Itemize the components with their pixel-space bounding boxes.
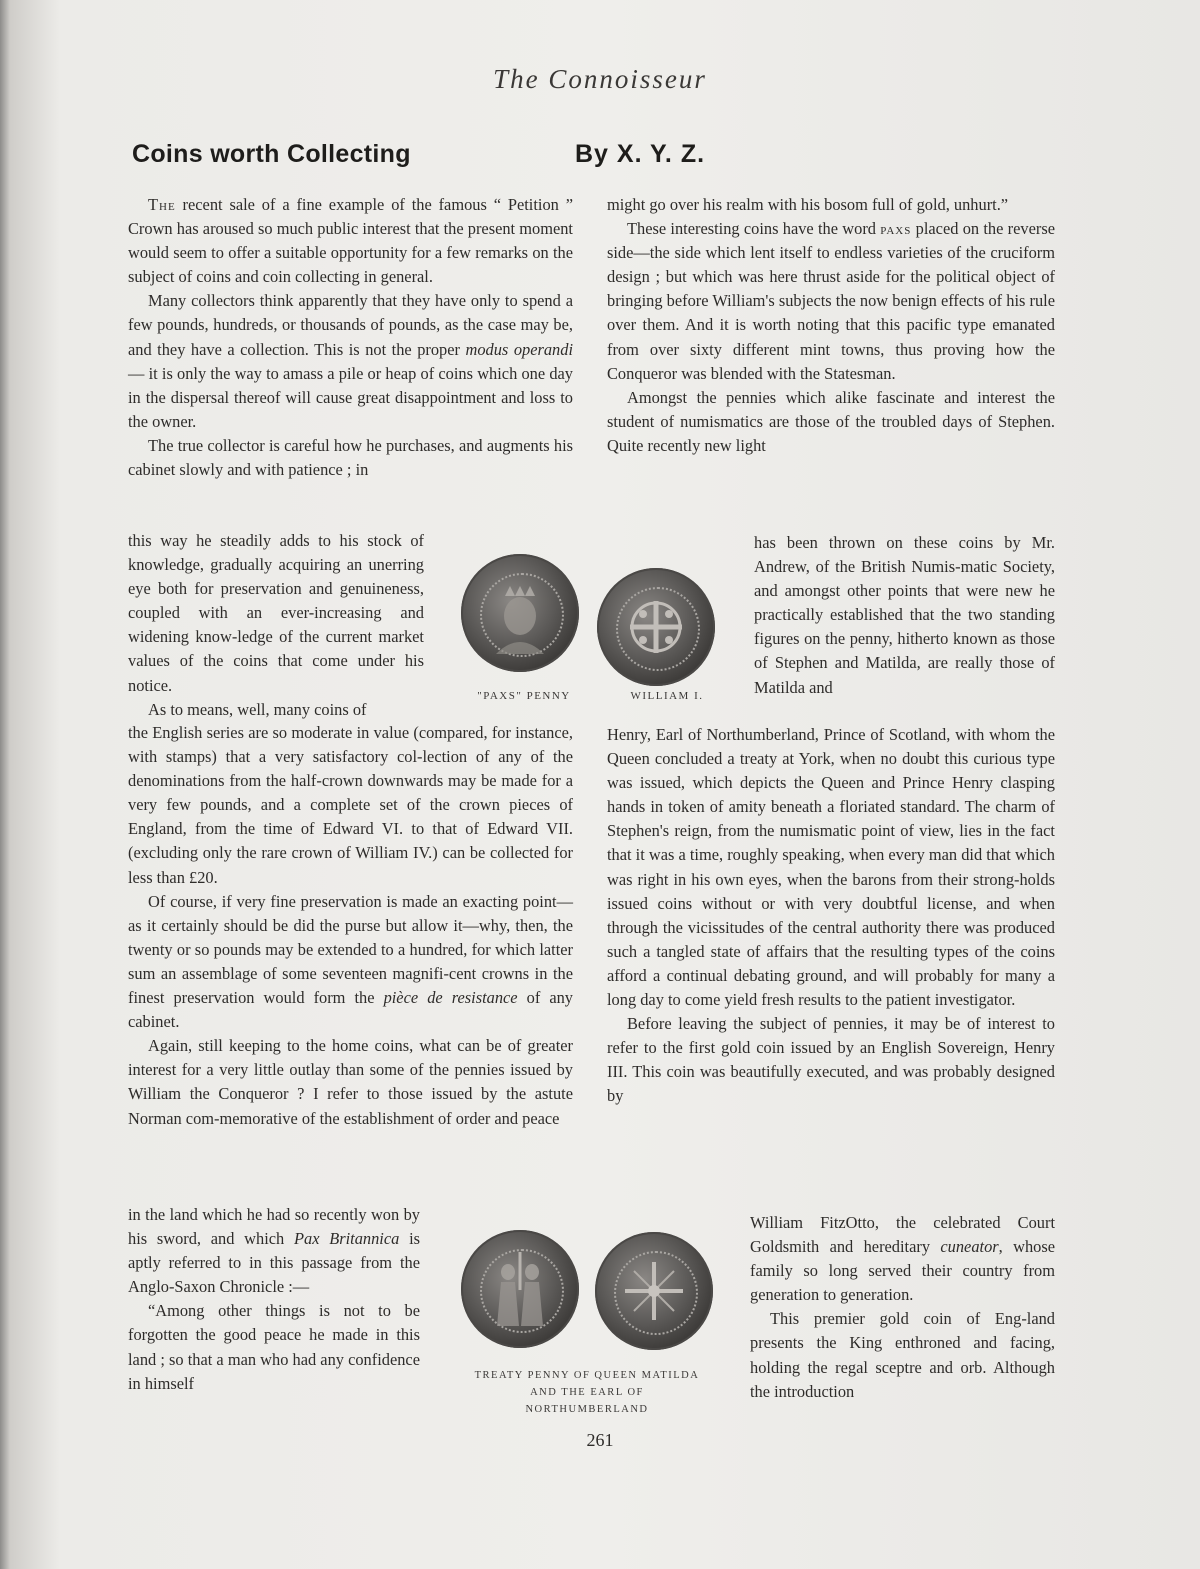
paragraph-text: — it is only the way to amass a pile or heap of coins which one day in the dispersal thereof will cause great disappointment and loss to the owner. [128,363,573,431]
paragraph-text: William FitzOtto, the celebrated Court Goldsmith and hereditary [750,1213,1055,1257]
paxs-penny-caption: "PAXS" PENNY [477,690,571,702]
paragraph-text: recent sale of a fine example of the famous “ Petition ” Crown has aroused so much public interest that the present moment would seem to offer a suitable opportunity for a few remarks on the subject of coins and coin collecting in general. [128,195,573,287]
paragraph [128,289,573,434]
italic-phrase: cuneator [940,1237,999,1257]
left-column-middle [128,721,573,1131]
crowned-bust-icon [461,554,579,672]
small-caps-word: paxs [880,219,912,239]
italic-phrase: modus operandi [465,339,573,359]
article-byline: By X. Y. Z. [575,140,706,168]
right-column-wrap-text [754,531,1055,700]
william-penny-caption: WILLIAM I. [630,690,704,702]
floriated-cross-icon [595,1232,713,1350]
italic-phrase: Pax Britannica [293,1229,400,1249]
william-penny-coin-image [597,568,715,686]
paragraph-text: These interesting coins have the word [627,219,881,239]
paragraph-text: is aptly referred to in this passage from the Anglo-Saxon Chronicle :— [128,1229,421,1297]
paragraph [750,1211,1055,1307]
left-column-top [128,193,573,482]
paragraph [128,193,573,289]
drop-word: The [148,195,176,214]
paragraph [607,217,1055,386]
italic-phrase: pièce de resistance [383,988,518,1008]
left-column-bottom [128,1203,420,1396]
paragraph-text: placed on the reverse side—the side which lent itself to endless varieties of the cruciform design ; but which was here thrust aside for the political object of bringing before William's subjects the now benign effects of his rule over them. And it is worth noting that this pacific type emanated from over sixty different mint towns, thus proving how the Conqueror was blended with the Statesman. [607,219,1055,383]
paragraph: The true collector is careful how he purchases, and augments his cabinet slowly and with patience ; in [128,435,573,480]
cross-icon [597,568,715,686]
paragraph-text: Henry, Earl of Northumberland, Prince of Scotland, with whom the Queen concluded a treaty at York, when no doubt this curious type was issued, which depicts the Queen and Prince Henry clasping hands in token of amity beneath a floriated standard. The charm of Stephen's reign, from the numismatic point of view, lies in the fact that it was a time, roughly speaking, when every man did that which was right in his own eyes, when the barons from their strong-holds issued coins without or with very doubtful license, and when through the vicissitudes of the central authority there was produced such a tangled state of affairs that the resulting types of the coins afford a continual debating ground, and will probably for many a long day to come yield fresh results to the patient investigator. [607,725,1055,1010]
paragraph-text: Of course, if very fine preservation is made an exacting point—as it certainly should be did the purse but allow it—why, then, the twenty or so pounds may be extended to a hundred, for which latter sum an assemblage of some seventeen magnifi-cent crowns in the finest preservation would form the [128,891,573,1008]
paragraph-text: the English series are so moderate in value (compared, for instance, with stamps) that a very satisfactory col-lection of any of the denominations from the half-crown downwards may be made for a very few pounds, and a complete set of the crown pieces of England, from the time of Edward VI. to that of Edward VII. (excluding only the rare crown of William IV.) can be collected for less than £20. [128,723,573,887]
paragraph: might go over his realm with his bosom full of gold, unhurt.” [607,195,1009,214]
paxs-penny-coin-image [461,554,579,672]
treaty-penny-caption: TREATY PENNY OF QUEEN MATILDA AND THE EARL OF NORTHUMBERLAND [474,1370,700,1415]
paragraph-text: has been thrown on these coins by Mr. Andrew, of the British Numis-matic Society, and amongst other points that were new he practically established that the two standing figures on the penny, hitherto known as those of Stephen and Matilda, are really those of Matilda and [754,533,1055,697]
paragraph [128,890,573,1035]
paragraph-text: , whose family so long served their country from generation to generation. [750,1237,1055,1305]
paragraph [128,1203,420,1299]
right-column-top [607,193,1055,458]
left-column-wrap-text [128,529,424,722]
right-column-bottom [750,1211,1055,1404]
standing-figures-icon [461,1230,579,1348]
paragraph-text: of any cabinet. [128,988,574,1032]
paragraph: Amongst the pennies which alike fascinate and interest the student of numismatics are those of the troubled days of Stephen. Quite recently new light [607,387,1055,455]
treaty-penny-reverse-image [595,1232,713,1350]
treaty-penny-obverse-image [461,1230,579,1348]
paragraph: This premier gold coin of Eng-land presents the King enthroned and facing, holding the regal sceptre and orb. Although the introduction [750,1309,1055,1401]
paragraph-text: in the land which he had so recently won by his sword, and which [128,1205,420,1249]
page-number: 261 [586,1430,614,1450]
paragraph: Again, still keeping to the home coins, what can be of greater interest for a very little outlay than some of the pennies issued by William the Conqueror ? I refer to those issued by the astute Norman com-memorative of the establishment of order and peace [128,1036,573,1128]
paragraph: “Among other things is not to be forgotten the good peace he made in this land ; so that a man who had any confidence in himself [128,1301,420,1393]
running-head: The Connoisseur [493,64,707,94]
article-title: Coins worth Collecting [132,140,411,168]
paragraph: Before leaving the subject of pennies, it may be of interest to refer to the first gold coin issued by an English Sovereign, Henry III. This coin was beautifully executed, and was probably designed by [607,1014,1055,1106]
right-column-middle [607,723,1055,1109]
paragraph-text: As to means, well, many coins of [148,699,367,719]
paragraph-text: this way he steadily adds to his stock of knowledge, gradually acquiring an unerring eye both for preservation and genuineness, coupled with an ever-increasing and widening know-ledge of the current market values of the coins that come under his notice. [128,531,424,695]
paragraph-text: Many collectors think apparently that they have only to spend a few pounds, hundreds, or thousands of pounds, as the case may be, and they have a collection. This is not the proper [128,291,573,359]
